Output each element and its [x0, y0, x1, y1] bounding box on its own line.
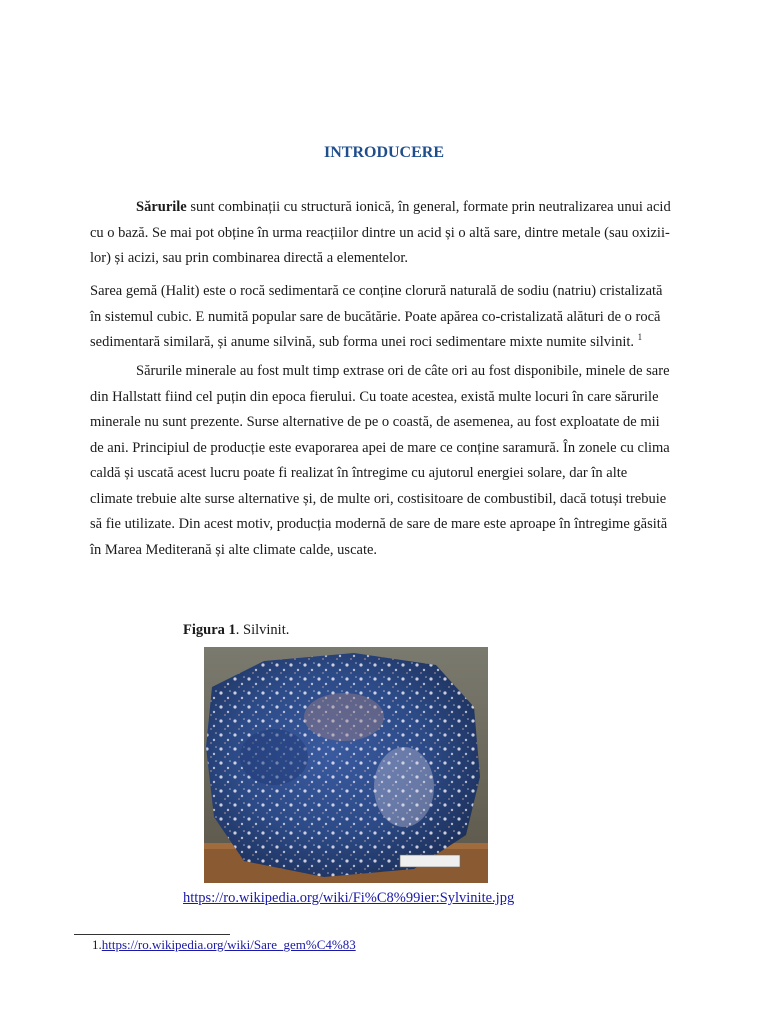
paragraph-3-text: Sărurile minerale au fost mult timp extrase ori de câte ori au fost disponibile, minele de sare din Hallstatt fiind cel puțin din epoca fierului. Cu toate acestea, există multe locuri în care sărurile minerale nu sunt prezente. Surse alternative de pe o coastă, de asemenea, au fost exploatate de mii de ani. Principiul de producție este evaporarea apei de mare ce conține saramură. În zonele cu clima caldă și uscată acest lucru poate fi realizat în întregime cu ajutorul energiei solare, dar în alte climate trebuie alte surse alternative și, de multe ori, costisitoare de combustibil, dacă totuși trebuie să fie utilizate. Din acest motiv, producția modernă de sare de mare este aproape în întregime găsită în Marea Mediterană și alte climate calde, uscate.	[90, 363, 670, 558]
footnote	[92, 937, 356, 953]
footnote-ref[interactable]: 1	[637, 332, 643, 343]
footnote-link[interactable]: https://ro.wikipedia.org/wiki/Sare_gem%C4%83	[101, 937, 356, 952]
figure-caption-text: . Silvinit.	[235, 622, 290, 638]
paragraph-2	[90, 279, 672, 356]
figure-caption	[183, 622, 289, 639]
paragraph-1-text: sunt combinații cu structură ionică, în general, formate prin neutralizarea unui acid cu o bază. Se mai pot obține în urma reacțiilor dintre un acid și o altă sare, dintre metale (sau oxizii-lor) și acizi, sau prin combinarea directă a elementelor.	[90, 199, 671, 266]
paragraph-1	[90, 195, 672, 272]
figure-label: Figura 1	[183, 622, 236, 638]
footnote-number: 1.	[92, 937, 102, 952]
rock-image-icon	[204, 647, 488, 883]
page-title: INTRODUCERE	[323, 144, 444, 161]
bold-term: Sărurile	[136, 199, 187, 215]
paragraph-2-text: Sarea gemă (Halit) este o rocă sedimentară ce conține clorură naturală de sodiu (natriu) cristalizată în sistemul cubic. E numită popular sare de bucătărie. Poate apărea co-cristalizată alături de o rocă sedimentară similară, și anume silvină, sub forma unei roci sedimentare mixte numite silvinit.	[90, 283, 663, 350]
sylvinite-photo	[204, 647, 488, 883]
footnote-separator	[74, 934, 230, 935]
figure-source-link[interactable]: https://ro.wikipedia.org/wiki/Fi%C8%99ier:Sylvinite.jpg	[183, 890, 515, 906]
paragraph-3	[90, 359, 672, 563]
